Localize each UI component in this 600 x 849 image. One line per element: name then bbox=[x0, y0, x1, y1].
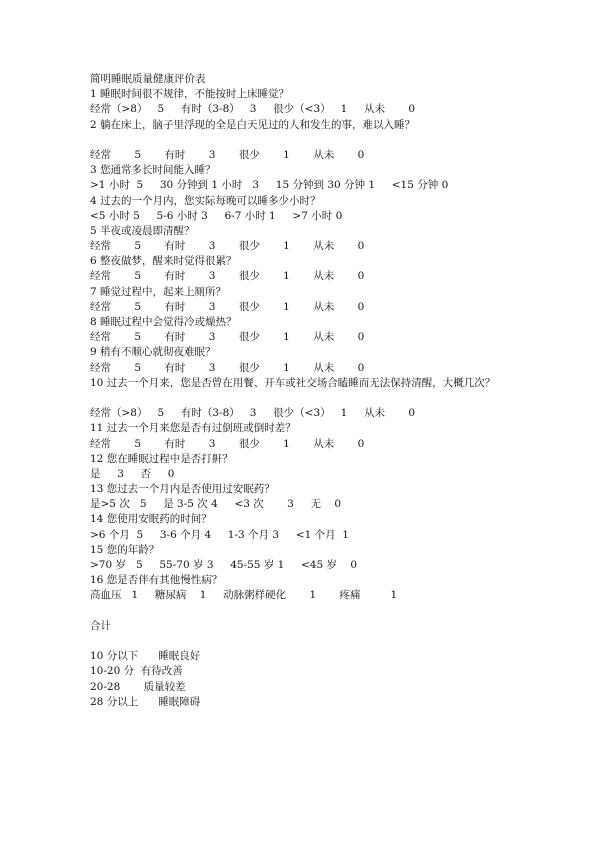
question-text: 10 过去一个月来，您是否曾在用餐、开车或社交场合瞌睡而无法保持清醒，大概几次？ bbox=[90, 376, 496, 389]
question-text: 16 您是否伴有其他慢性病？ bbox=[90, 574, 223, 587]
question-options: 经常 5 有时 3 很少 1 从未 0 bbox=[90, 148, 365, 161]
question-options: <5 小时 5 5-6 小时 3 6-7 小时 1 >7 小时 0 bbox=[90, 209, 343, 222]
question-options: >6 个月 5 3-6 个月 4 1-3 个月 3 <1 个月 1 bbox=[90, 528, 349, 541]
question-text: 9 稍有不顺心就彻夜难眠？ bbox=[90, 346, 216, 359]
question-text: 12 您在睡眠过程中是否打鼾？ bbox=[90, 452, 233, 465]
question-options: 经常 5 有时 3 很少 1 从未 0 bbox=[90, 240, 365, 253]
question-options: 经常 5 有时 3 很少 1 从未 0 bbox=[90, 437, 365, 450]
score-range: 10 分以下 睡眠良好 bbox=[90, 650, 201, 663]
total-label: 合计 bbox=[90, 619, 111, 632]
question-options: 高血压 1 糖尿病 1 动脉粥样硬化 1 疼痛 1 bbox=[90, 589, 398, 602]
question-text: 3 您通常多长时间能入睡？ bbox=[90, 164, 216, 177]
question-options: 经常（>8） 5 有时（3-8） 3 很少（<3） 1 从未 0 bbox=[90, 407, 416, 420]
blank-line bbox=[90, 634, 570, 649]
question-text: 5 半夜或凌晨即清醒？ bbox=[90, 224, 195, 237]
blank-line bbox=[90, 391, 570, 406]
question-text: 1 睡眠时间很不规律，不能按时上床睡觉？ bbox=[90, 88, 290, 101]
question-text: 15 您的年龄？ bbox=[90, 543, 160, 556]
question-options: 是 3 否 0 bbox=[90, 467, 175, 480]
question-options: 经常 5 有时 3 很少 1 从未 0 bbox=[90, 331, 365, 344]
question-text: 2 躺在床上，脑子里浮现的全是白天见过的人和发生的事，难以入睡？ bbox=[90, 118, 416, 131]
document-title: 简明睡眠质量健康评价表 bbox=[90, 73, 206, 85]
question-options: 经常（>8） 5 有时（3-8） 3 很少（<3） 1 从未 0 bbox=[90, 103, 416, 116]
question-options: 是>5 次 5 是 3-5 次 4 <3 次 3 无 0 bbox=[90, 498, 342, 511]
document-page bbox=[90, 72, 570, 710]
question-text: 6 整夜做梦，醒来时觉得很累？ bbox=[90, 255, 237, 268]
question-options: >70 岁 5 55-70 岁 3 45-55 岁 1 <45 岁 0 bbox=[90, 559, 358, 571]
blank-line bbox=[90, 133, 570, 148]
score-range: 20-28 质量较差 bbox=[90, 680, 186, 693]
question-text: 8 睡眠过程中会觉得冷或燥热？ bbox=[90, 316, 237, 328]
question-text: 13 您过去一个月内是否使用过安眠药？ bbox=[90, 483, 275, 496]
question-text: 11 过去一个月来您是否有过倒班或倒时差？ bbox=[90, 422, 296, 435]
question-text: 14 您使用安眠药的时间？ bbox=[90, 513, 212, 526]
blank-line bbox=[90, 604, 570, 619]
score-range: 28 分以上 睡眠障碍 bbox=[90, 695, 201, 708]
question-options: 经常 5 有时 3 很少 1 从未 0 bbox=[90, 300, 365, 313]
question-options: >1 小时 5 30 分钟到 1 小时 3 15 分钟到 30 分钟 1 <15 分钟 0 bbox=[90, 179, 449, 192]
question-options: 经常 5 有时 3 很少 1 从未 0 bbox=[90, 361, 365, 374]
score-range: 10-20 分 有待改善 bbox=[90, 665, 183, 678]
question-options: 经常 5 有时 3 很少 1 从未 0 bbox=[90, 270, 365, 283]
question-text: 4 过去的一个月内，您实际每晚可以睡多少小时？ bbox=[90, 194, 321, 207]
question-text: 7 睡觉过程中，起来上厕所？ bbox=[90, 285, 227, 298]
